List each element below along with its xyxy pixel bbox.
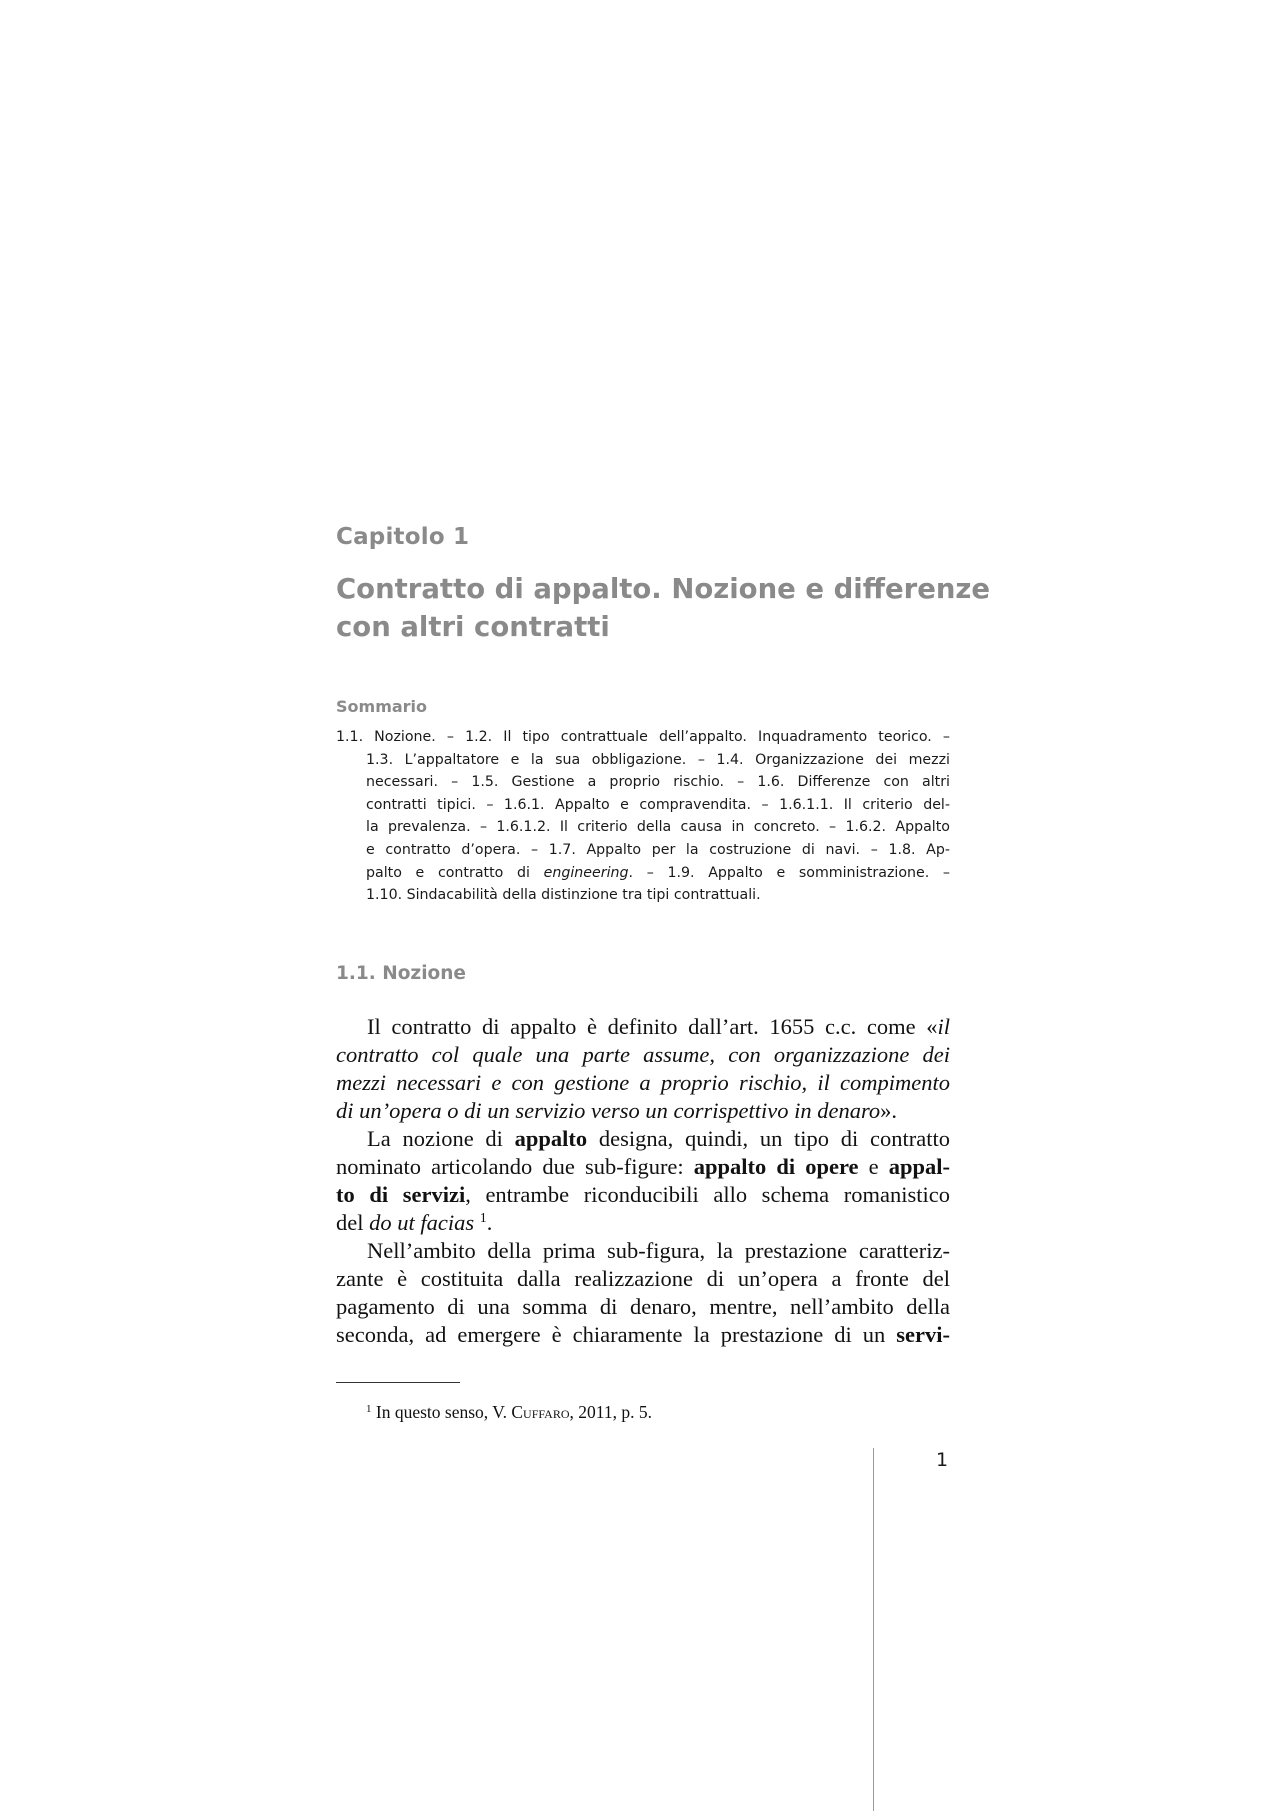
- italic-run: contratto col quale una parte assume, con organizzazione dei: [336, 1042, 950, 1067]
- text-run: del: [336, 1210, 370, 1235]
- text-run: , entrambe riconducibili allo schema romanistico: [465, 1182, 950, 1207]
- section-heading: 1.1. Nozione: [336, 963, 466, 984]
- footnote-text-after: , 2011, p. 5.: [569, 1402, 652, 1422]
- body-line: [336, 1069, 950, 1097]
- chapter-title-line: Contratto di appalto. Nozione e differenze: [336, 573, 991, 605]
- body-line: [336, 1041, 950, 1069]
- text-run: seconda, ad emergere è chiaramente la prestazione di un: [336, 1322, 897, 1347]
- text-run: designa, quindi, un tipo di contratto: [587, 1126, 950, 1151]
- body-line: [336, 1293, 950, 1321]
- footnote: [366, 1402, 652, 1423]
- summary-line: [336, 794, 950, 817]
- italic-run: di un’opera o di un servizio verso un corrispettivo in denaro: [336, 1098, 881, 1123]
- footnote-mark: 1: [366, 1403, 372, 1415]
- footnote-ref: 1: [479, 1211, 487, 1226]
- italic-run: il: [937, 1014, 950, 1039]
- body-line: [336, 1181, 950, 1209]
- footnote-author: Cuffaro: [511, 1402, 570, 1422]
- bold-run: appalto: [514, 1126, 588, 1151]
- bold-run: appalto di opere: [693, 1154, 859, 1179]
- text-run: ».: [880, 1098, 897, 1123]
- body-line: [336, 1013, 950, 1041]
- summary-line: [336, 816, 950, 839]
- page-number: 1: [936, 1449, 949, 1471]
- page-margin-rule: [873, 1448, 874, 1811]
- summary-line: [336, 749, 950, 772]
- text-run: . – 1.9. Appalto e somministrazione. –: [628, 864, 951, 881]
- text-run: e: [858, 1154, 889, 1179]
- text-run: pagamento di una somma di denaro, mentre, nell’ambito della: [336, 1294, 950, 1319]
- text-run: 1.3. L’appaltatore e la sua obbligazione. – 1.4. Organizzazione dei mezzi: [366, 751, 950, 768]
- text-run: La nozione di: [367, 1126, 515, 1151]
- chapter-title-line: con altri contratti: [336, 611, 610, 643]
- text-run: 1.10. Sindacabilità della distinzione tra tipi contrattuali.: [366, 887, 761, 904]
- body-line: [336, 1321, 950, 1349]
- bold-run: servi-: [896, 1322, 950, 1347]
- body-line: [336, 1153, 950, 1181]
- text-run: necessari. – 1.5. Gestione a proprio rischio. – 1.6. Differenze con altri: [366, 774, 950, 791]
- italic-run: do ut facias: [369, 1210, 475, 1235]
- text-run: la prevalenza. – 1.6.1.2. Il criterio della causa in concreto. – 1.6.2. Appalto: [366, 819, 950, 836]
- text-run: 1.1. Nozione. – 1.2. Il tipo contrattuale dell’appalto. Inquadramento teorico. –: [336, 729, 950, 745]
- footnote-separator: [336, 1382, 460, 1383]
- body-line: [336, 1125, 950, 1153]
- italic-run: mezzi necessari e con gestione a proprio rischio, il compimento: [336, 1070, 950, 1095]
- summary-line: [336, 771, 950, 794]
- body-line: [336, 1209, 950, 1237]
- text-run: zante è costituita dalla realizzazione di un’opera a fronte del: [336, 1266, 950, 1291]
- summary-line: [336, 884, 950, 907]
- footnote-text-before: In questo senso, V.: [371, 1402, 512, 1422]
- chapter-title: [336, 570, 991, 646]
- text-run: .: [486, 1210, 493, 1235]
- body-text: [336, 1013, 950, 1349]
- summary-line: [336, 726, 950, 749]
- body-line: [336, 1237, 950, 1265]
- italic-run: engineering: [543, 864, 629, 881]
- bold-run: appal-: [888, 1154, 950, 1179]
- text-run: nominato articolando due sub-figure:: [336, 1154, 694, 1179]
- summary-line: [336, 839, 950, 862]
- text-run: contratti tipici. – 1.6.1. Appalto e compravendita. – 1.6.1.1. Il criterio del-: [366, 796, 950, 813]
- chapter-label: Capitolo 1: [336, 524, 470, 550]
- summary-text: [336, 726, 950, 907]
- summary-line: [336, 862, 950, 885]
- text-run: palto e contratto di: [366, 864, 544, 881]
- text-run: e contratto d’opera. – 1.7. Appalto per la costruzione di navi. – 1.8. Ap-: [366, 841, 950, 858]
- body-line: [336, 1265, 950, 1293]
- text-run: Nell’ambito della prima sub-figura, la prestazione caratteriz-: [367, 1238, 950, 1263]
- summary-heading: Sommario: [336, 697, 428, 716]
- bold-run: to di servizi: [336, 1182, 466, 1207]
- body-line: [336, 1097, 950, 1125]
- text-run: Il contratto di appalto è definito dall’art. 1655 c.c. come «: [367, 1014, 938, 1039]
